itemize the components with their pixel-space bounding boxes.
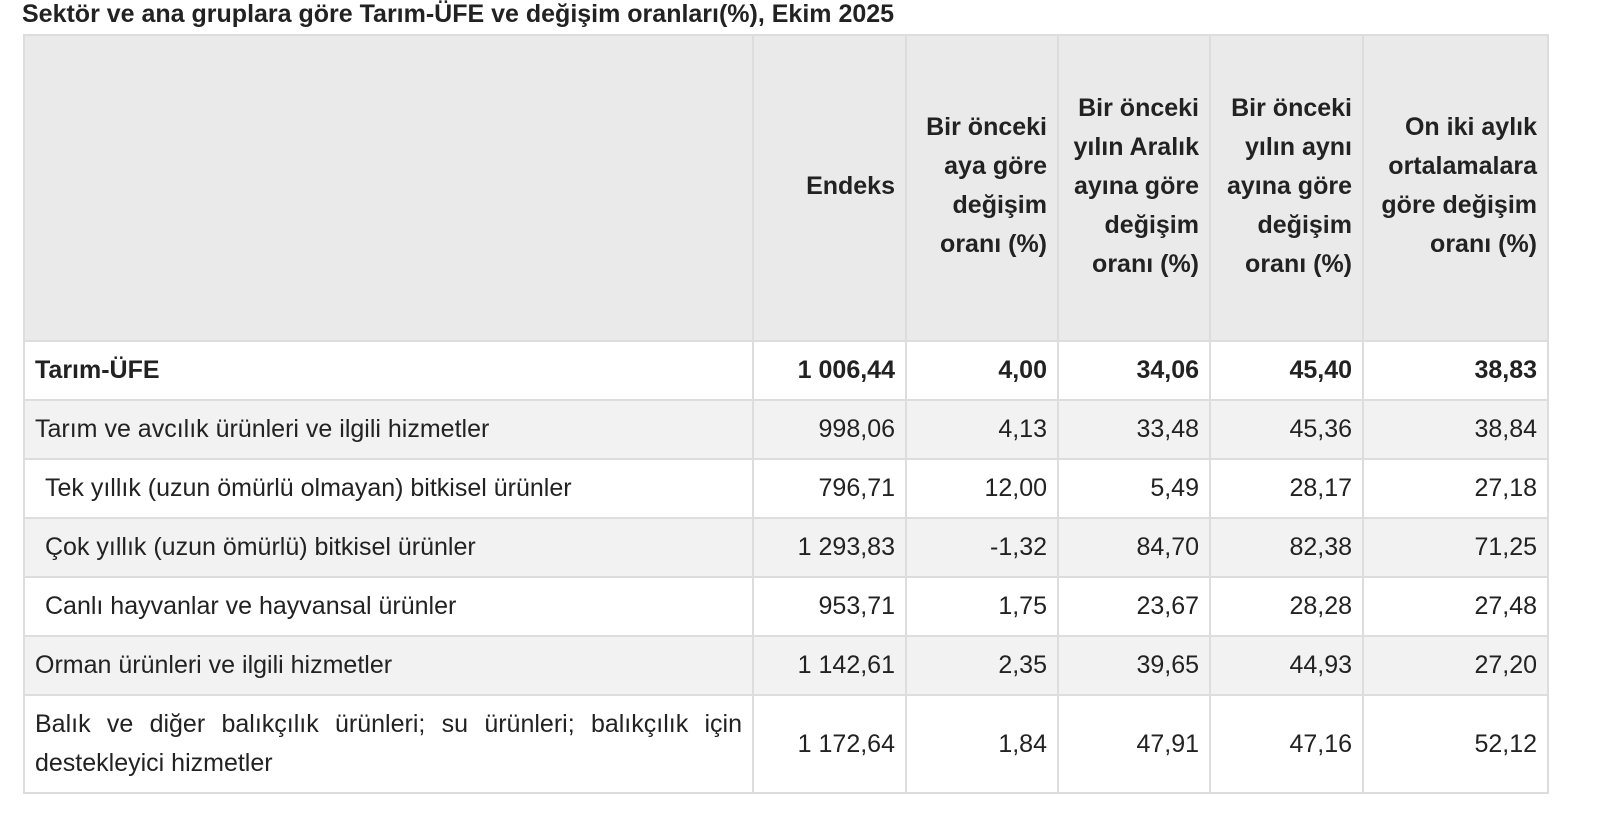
cell-monthly-change: 1,75 (906, 577, 1058, 636)
header-cell-label (24, 35, 753, 341)
cell-endeks: 1 172,64 (753, 695, 906, 793)
cell-annual-change: 28,17 (1210, 459, 1363, 518)
cell-annual-change: 82,38 (1210, 518, 1363, 577)
cell-endeks: 953,71 (753, 577, 906, 636)
cell-december-change: 5,49 (1058, 459, 1210, 518)
cell-endeks: 998,06 (753, 400, 906, 459)
header-cell-annual-change: Bir önceki yılın aynı ayına göre değişim oranı (%) (1210, 35, 1363, 341)
cell-monthly-change: 12,00 (906, 459, 1058, 518)
cell-december-change: 47,91 (1058, 695, 1210, 793)
cell-annual-change: 45,40 (1210, 341, 1363, 400)
cell-endeks: 796,71 (753, 459, 906, 518)
row-label: Çok yıllık (uzun ömürlü) bitkisel ürünler (24, 518, 753, 577)
cell-december-change: 33,48 (1058, 400, 1210, 459)
row-label: Canlı hayvanlar ve hayvansal ürünler (24, 577, 753, 636)
table-row (24, 636, 1548, 695)
header-cell-endeks: Endeks (753, 35, 906, 341)
header-cell-december-change: Bir önceki yılın Aralık ayına göre değişim oranı (%) (1058, 35, 1210, 341)
cell-twelve-month-average-change: 52,12 (1363, 695, 1548, 793)
table-row (24, 400, 1548, 459)
cell-monthly-change: 2,35 (906, 636, 1058, 695)
cell-endeks: 1 006,44 (753, 341, 906, 400)
data-table (23, 34, 1549, 794)
table-row (24, 577, 1548, 636)
cell-december-change: 39,65 (1058, 636, 1210, 695)
cell-annual-change: 47,16 (1210, 695, 1363, 793)
row-label: Tarım ve avcılık ürünleri ve ilgili hizmetler (24, 400, 753, 459)
header-cell-twelve-month-average-change: On iki aylık ortalamalara göre değişim oranı (%) (1363, 35, 1548, 341)
cell-twelve-month-average-change: 38,84 (1363, 400, 1548, 459)
table-title: Sektör ve ana gruplara göre Tarım-ÜFE ve değişim oranları(%), Ekim 2025 (22, 0, 895, 28)
cell-monthly-change: -1,32 (906, 518, 1058, 577)
header-cell-monthly-change: Bir önceki aya göre değişim oranı (%) (906, 35, 1058, 341)
cell-twelve-month-average-change: 71,25 (1363, 518, 1548, 577)
cell-annual-change: 28,28 (1210, 577, 1363, 636)
cell-twelve-month-average-change: 27,20 (1363, 636, 1548, 695)
cell-december-change: 23,67 (1058, 577, 1210, 636)
row-label: Tarım-ÜFE (24, 341, 753, 400)
cell-annual-change: 44,93 (1210, 636, 1363, 695)
table-row (24, 695, 1548, 793)
cell-december-change: 34,06 (1058, 341, 1210, 400)
cell-twelve-month-average-change: 27,48 (1363, 577, 1548, 636)
table-row (24, 341, 1548, 400)
row-label: Balık ve diğer balıkçılık ürünleri; su ürünleri; balıkçılık için destekleyici hizmetler (24, 695, 753, 793)
cell-annual-change: 45,36 (1210, 400, 1363, 459)
cell-endeks: 1 142,61 (753, 636, 906, 695)
table-row (24, 459, 1548, 518)
row-label: Tek yıllık (uzun ömürlü olmayan) bitkisel ürünler (24, 459, 753, 518)
cell-twelve-month-average-change: 38,83 (1363, 341, 1548, 400)
cell-monthly-change: 4,00 (906, 341, 1058, 400)
cell-december-change: 84,70 (1058, 518, 1210, 577)
cell-monthly-change: 1,84 (906, 695, 1058, 793)
cell-monthly-change: 4,13 (906, 400, 1058, 459)
cell-twelve-month-average-change: 27,18 (1363, 459, 1548, 518)
header-row (24, 35, 1548, 341)
row-label: Orman ürünleri ve ilgili hizmetler (24, 636, 753, 695)
cell-endeks: 1 293,83 (753, 518, 906, 577)
table-row (24, 518, 1548, 577)
